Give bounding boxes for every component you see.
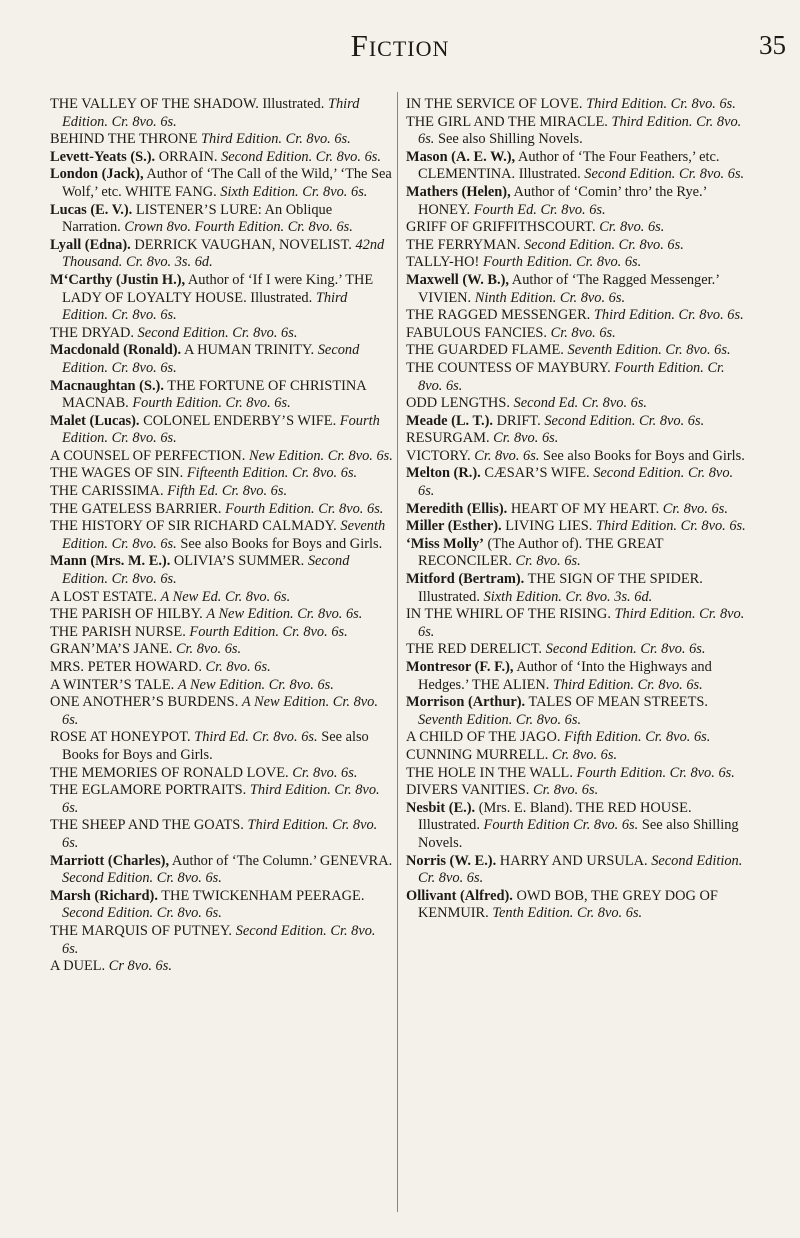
book-edition: Crown 8vo. Fourth Edition. Cr. 8vo. 6s. (124, 219, 353, 236)
book-title: VICTORY. (406, 447, 475, 464)
book-title: ORRAIN. (155, 148, 222, 165)
book-edition: New Edition. Cr. 8vo. 6s. (248, 447, 393, 464)
book-author: Marriott (Charles), (50, 852, 170, 869)
book-note: See also Shilling Novels. (434, 131, 583, 148)
book-entry (406, 149, 750, 184)
book-author: Mathers (Helen), (406, 183, 511, 200)
book-entry (406, 114, 750, 149)
book-title: Author of ‘Comin’ thro’ the Rye.’ HONEY. (418, 183, 707, 218)
book-title: THE HISTORY OF SIR RICHARD CALMADY. (50, 518, 341, 535)
book-edition: Third Edition. Cr. 8vo. 6s. (62, 782, 380, 816)
book-title: ONE ANOTHER’S BURDENS. (50, 694, 242, 711)
book-entry (50, 553, 394, 588)
book-author: London (Jack), (50, 166, 144, 183)
book-title: RESURGAM. (406, 430, 494, 447)
book-title: Author of ‘The Four Feathers,’ etc. CLEMENTINA. Illustrated. (418, 148, 720, 183)
book-entry (50, 923, 394, 958)
book-edition: Sixth Edition. Cr. 8vo. 6s. (220, 183, 368, 200)
book-edition: Fifteenth Edition. Cr. 8vo. 6s. (186, 465, 358, 482)
book-title: IN THE SERVICE OF LOVE. (406, 96, 587, 112)
book-author: Marsh (Richard). (50, 887, 158, 904)
book-entry (50, 641, 394, 659)
book-entry (406, 501, 750, 519)
book-entry (406, 518, 750, 536)
book-edition: Cr. 8vo. 6s. (662, 500, 728, 517)
book-edition: Ninth Edition. Cr. 8vo. 6s. (474, 289, 626, 306)
book-title: IN THE WHIRL OF THE RISING. (406, 606, 615, 623)
book-edition: Seventh Edition. Cr. 8vo. 6s. (567, 342, 731, 359)
book-edition: Seventh Edition. Cr. 8vo. 6s. (62, 518, 386, 552)
book-title: THE CARISSIMA. (50, 483, 168, 500)
book-edition: Fifth Edition. Cr. 8vo. 6s. (564, 729, 711, 746)
book-title: THE FERRYMAN. (406, 236, 524, 253)
book-entry (406, 184, 750, 219)
book-entry (50, 166, 394, 201)
book-title: THE EGLAMORE PORTRAITS. (50, 782, 250, 799)
book-entry (406, 413, 750, 431)
book-edition: Seventh Edition. Cr. 8vo. 6s. (418, 711, 582, 728)
book-entry (406, 96, 750, 114)
book-note: See also Shilling Novels. (418, 817, 739, 851)
book-author: Norris (W. E.). (406, 852, 497, 869)
book-entry (406, 237, 750, 255)
book-title: THE FORTUNE OF CHRISTINA MACNAB. (62, 377, 366, 412)
book-author: Malet (Lucas). (50, 412, 140, 429)
book-edition: Second Edition. Cr. 8vo. 6s. (418, 465, 734, 500)
book-title: ROSE AT HONEYPOT. (50, 729, 195, 746)
book-edition: Third Edition. Cr. 8vo. 6s. (418, 113, 742, 148)
book-edition: 42nd Thousand. Cr. 8vo. 3s. 6d. (62, 236, 385, 271)
book-entry (50, 149, 394, 167)
book-entry (406, 536, 750, 571)
book-edition: A New Edition. Cr. 8vo. 6s. (206, 606, 363, 623)
book-edition: Second Edition. Cr. 8vo. 6s. (584, 166, 745, 183)
page-header (0, 22, 800, 74)
book-entry (50, 624, 394, 642)
book-title: Author of ‘If I were King.’ THE LADY OF LOYALTY HOUSE. Illustrated. (62, 271, 374, 306)
book-entry (50, 606, 394, 624)
book-title: LIVING LIES. (501, 518, 596, 535)
book-edition: Tenth Edition. Cr. 8vo. 6s. (492, 905, 643, 922)
book-note: See also Books for Boys and Girls. (539, 447, 745, 464)
book-entry (406, 465, 750, 500)
book-edition: A New Edition. Cr. 8vo. 6s. (62, 694, 378, 728)
book-entry (50, 465, 394, 483)
book-title: THE GIRL AND THE MIRACLE. (406, 113, 612, 130)
book-entry (406, 765, 750, 783)
book-title: Author of ‘The Column.’ GENEVRA. (169, 852, 393, 869)
book-entry (50, 817, 394, 852)
book-author: Lyall (Edna). (50, 236, 131, 253)
book-title: THE WAGES OF SIN. (50, 465, 187, 482)
book-edition: Second Edition. Cr. 8vo. 6s. (221, 148, 381, 165)
book-title: THE COUNTESS OF MAYBURY. (406, 359, 615, 376)
book-author: Mann (Mrs. M. E.). (50, 553, 171, 570)
book-edition: Fourth Edition. Cr. 8vo. 6s. (576, 764, 735, 781)
book-title: THE VALLEY OF THE SHADOW. Illustrated. (50, 96, 328, 112)
book-title: OLIVIA’S SUMMER. (170, 553, 308, 570)
book-title: THE RAGGED MESSENGER. (406, 307, 594, 324)
book-entry (406, 694, 750, 729)
book-entry (50, 237, 394, 272)
book-edition: Third Edition. Cr. 8vo. 6s. (62, 96, 360, 130)
book-entry (50, 131, 394, 149)
book-title: TALLY-HO! (406, 254, 483, 271)
book-entry (50, 272, 394, 325)
column-divider (397, 92, 398, 1212)
book-title: THE PARISH NURSE. (50, 623, 190, 640)
book-edition: Cr. 8vo. 6s. (493, 430, 559, 447)
book-edition: Third Ed. Cr. 8vo. 6s. (194, 729, 318, 746)
book-entry (50, 782, 394, 817)
book-edition: Fourth Edition Cr. 8vo. 6s. (483, 817, 639, 834)
book-title: A WINTER’S TALE. (50, 676, 178, 693)
book-note: See also Books for Boys and Girls. (62, 729, 369, 763)
book-edition: Fifth Ed. Cr. 8vo. 6s. (167, 483, 288, 500)
book-edition: Third Edition. Cr. 8vo. 6s. (418, 606, 745, 640)
book-author: Ollivant (Alfred). (406, 887, 513, 904)
book-edition: A New Ed. Cr. 8vo. 6s. (160, 588, 291, 605)
book-title: (The Author of). THE GREAT RECONCILER. (418, 535, 664, 570)
book-entry (50, 729, 394, 764)
book-entry (406, 729, 750, 747)
book-title: Author of ‘Into the Highways and Hedges.’ THE ALIEN. (418, 659, 712, 693)
right-column (406, 96, 750, 923)
book-entry (50, 378, 394, 413)
book-edition: Second Edition. Cr. 8vo. 6s. (62, 922, 376, 957)
book-entry (406, 395, 750, 413)
book-entry (50, 202, 394, 237)
book-entry (50, 677, 394, 695)
book-entry (50, 888, 394, 923)
book-entry (406, 325, 750, 343)
book-edition: Cr. 8vo. 6s. (533, 782, 599, 799)
book-entry (50, 765, 394, 783)
book-entry (406, 782, 750, 800)
book-title: BEHIND THE THRONE (50, 131, 201, 148)
book-title: DERRICK VAUGHAN, NOVELIST. (130, 236, 356, 253)
book-entry (50, 483, 394, 501)
book-author: Maxwell (W. B.), (406, 271, 509, 288)
book-edition: Second Edition. Cr. 8vo. 6s. (62, 342, 360, 376)
book-entry (50, 589, 394, 607)
book-title: Author of ‘The Ragged Messenger.’ VIVIEN. (418, 271, 719, 306)
book-title: FABULOUS FANCIES. (406, 324, 551, 341)
book-entry (406, 307, 750, 325)
book-title: HARRY AND URSULA. (496, 852, 652, 869)
book-entry (50, 413, 394, 448)
book-entry (50, 325, 394, 343)
book-edition: A New Edition. Cr. 8vo. 6s. (177, 676, 334, 693)
book-title: THE MARQUIS OF PUTNEY. (50, 922, 236, 939)
book-edition: Third Edition. Cr. 8vo. 6s. (595, 518, 746, 535)
book-edition: Third Edition. Cr. 8vo. 6s. (593, 307, 744, 324)
book-title: A COUNSEL OF PERFECTION. (50, 447, 249, 464)
book-edition: Second Edition. Cr. 8vo. 6s. (62, 870, 222, 887)
left-column (50, 96, 394, 976)
book-title: OWD BOB, THE GREY DOG OF KENMUIR. (418, 887, 718, 922)
book-author: Lucas (E. V.). (50, 201, 133, 218)
book-title: (Mrs. E. Bland). THE RED HOUSE. Illustrated. (418, 799, 692, 834)
book-edition: Fourth Edition. Cr. 8vo. 6s. (418, 359, 725, 394)
book-author: Meredith (Ellis). (406, 500, 508, 517)
book-title: A HUMAN TRINITY. (181, 342, 318, 359)
book-edition: Cr. 8vo. 6s. (205, 659, 271, 675)
book-title: THE TWICKENHAM PEERAGE. (157, 887, 365, 904)
book-edition: Third Edition. Cr. 8vo. 6s. (586, 96, 736, 112)
book-edition: Fourth Ed. Cr. 8vo. 6s. (473, 201, 606, 218)
book-entry (406, 606, 750, 641)
book-entry (406, 360, 750, 395)
book-title: A CHILD OF THE JAGO. (406, 729, 565, 746)
book-title: TALES OF MEAN STREETS. (525, 694, 708, 711)
book-edition: Second Edition. Cr. 8vo. 6s. (545, 641, 706, 658)
book-title: THE RED DERELICT. (406, 641, 546, 658)
book-title: Author of ‘The Call of the Wild,’ ‘The Sea Wolf,’ etc. WHITE FANG. (62, 166, 392, 200)
book-edition: Cr. 8vo. 6s. (515, 553, 581, 570)
book-author: M‘Carthy (Justin H.), (50, 271, 186, 288)
book-entry (406, 747, 750, 765)
book-author: Melton (R.). (406, 465, 481, 482)
book-title: DIVERS VANITIES. (406, 782, 533, 799)
book-title: MRS. PETER HOWARD. (50, 659, 206, 675)
book-entry (406, 571, 750, 606)
book-title: THE SIGN OF THE SPIDER. Illustrated. (418, 571, 703, 605)
book-edition: Cr. 8vo. 6s. (550, 324, 616, 341)
book-note: See also Books for Boys and Girls. (176, 535, 383, 552)
book-title: HEART OF MY HEART. (507, 500, 663, 517)
book-title: CUNNING MURRELL. (406, 746, 552, 763)
book-edition: Fourth Edition. Cr. 8vo. 6s. (482, 254, 642, 271)
book-title: CÆSAR’S WIFE. (480, 465, 594, 482)
book-entry (406, 800, 750, 853)
book-author: Meade (L. T.). (406, 412, 493, 429)
book-entry (50, 694, 394, 729)
book-author: ‘Miss Molly’ (406, 535, 484, 552)
book-author: Morrison (Arthur). (406, 694, 526, 711)
book-author: Montresor (F. F.), (406, 659, 514, 675)
book-edition: Second Ed. Cr. 8vo. 6s. (513, 395, 648, 412)
book-edition: Cr. 8vo. 6s. (292, 764, 358, 781)
book-entry (406, 430, 750, 448)
book-title: THE HOLE IN THE WALL. (406, 764, 577, 781)
book-entry (50, 501, 394, 519)
book-edition: Second Edition. Cr. 8vo. 6s. (137, 324, 298, 341)
book-entry (50, 853, 394, 888)
book-author: Macdonald (Ronald). (50, 342, 182, 359)
book-edition: Second Edition. Cr. 8vo. 6s. (62, 905, 222, 922)
book-title: THE SHEEP AND THE GOATS. (50, 817, 248, 834)
book-edition: Fourth Edition. Cr. 8vo. 6s. (225, 500, 384, 517)
book-title: LISTENER’S LURE: An Oblique Narration. (62, 201, 333, 236)
book-entry (406, 219, 750, 237)
book-edition: Fourth Edition. Cr. 8vo. 6s. (189, 623, 348, 640)
book-edition: Cr. 8vo. 6s. (551, 746, 618, 763)
book-edition: Cr. 8vo. 6s. (474, 447, 540, 464)
book-entry (50, 958, 394, 976)
book-entry (406, 641, 750, 659)
book-title: THE MEMORIES OF RONALD LOVE. (50, 764, 293, 781)
book-author: Mitford (Bertram). (406, 571, 525, 588)
book-title: THE GUARDED FLAME. (406, 342, 568, 359)
book-edition: Second Edition. Cr. 8vo. 6s. (418, 852, 743, 887)
book-edition: Second Edition. Cr. 8vo. 6s. (523, 236, 684, 253)
book-edition: Second Edition. Cr. 8vo. 6s. (544, 412, 705, 429)
book-title: ODD LENGTHS. (406, 395, 514, 412)
book-edition: Cr. 8vo. 6s. (599, 219, 665, 236)
book-edition: Fourth Edition. Cr. 8vo. 6s. (62, 412, 380, 447)
section-title: Fiction (350, 28, 450, 63)
book-edition: Third Edition. Cr. 8vo. 6s. (200, 131, 351, 148)
book-title: DRIFT. (493, 412, 545, 429)
book-edition: Cr. 8vo. 6s. (175, 641, 242, 658)
book-edition: Third Edition. Cr. 8vo. 6s. (552, 676, 703, 693)
book-edition: Second Edition. Cr. 8vo. 6s. (62, 553, 350, 588)
book-title: A LOST ESTATE. (50, 588, 161, 605)
book-author: Levett-Yeats (S.). (50, 148, 156, 165)
book-entry (406, 272, 750, 307)
book-edition: Third Edition. Cr. 8vo. 6s. (62, 817, 378, 851)
book-title: THE DRYAD. (50, 324, 138, 341)
book-entry (50, 659, 394, 677)
book-title: THE PARISH OF HILBY. (50, 606, 207, 623)
book-entry (406, 659, 750, 694)
book-entry (406, 342, 750, 360)
book-entry (406, 853, 750, 888)
book-edition: Third Edition. Cr. 8vo. 6s. (62, 289, 348, 324)
book-author: Macnaughtan (S.). (50, 377, 164, 394)
book-entry (50, 518, 394, 553)
book-title: GRIFF OF GRIFFITHSCOURT. (406, 219, 600, 236)
book-entry (50, 96, 394, 131)
book-author: Miller (Esther). (406, 518, 502, 535)
book-author: Mason (A. E. W.), (406, 148, 516, 165)
book-edition: Fourth Edition. Cr. 8vo. 6s. (132, 395, 291, 412)
book-edition: Sixth Edition. Cr. 8vo. 3s. 6d. (483, 588, 653, 605)
book-entry (406, 888, 750, 923)
book-title: THE GATELESS BARRIER. (50, 500, 226, 517)
page-number: 35 (759, 30, 786, 60)
book-entry (50, 448, 394, 466)
book-title: A DUEL. (50, 958, 109, 975)
book-entry (406, 448, 750, 466)
book-title: GRAN’MA’S JANE. (50, 641, 176, 658)
book-edition: Cr 8vo. 6s. (108, 958, 172, 975)
book-entry (406, 254, 750, 272)
book-title: COLONEL ENDERBY’S WIFE. (139, 412, 340, 429)
book-author: Nesbit (E.). (406, 799, 476, 816)
book-entry (50, 342, 394, 377)
